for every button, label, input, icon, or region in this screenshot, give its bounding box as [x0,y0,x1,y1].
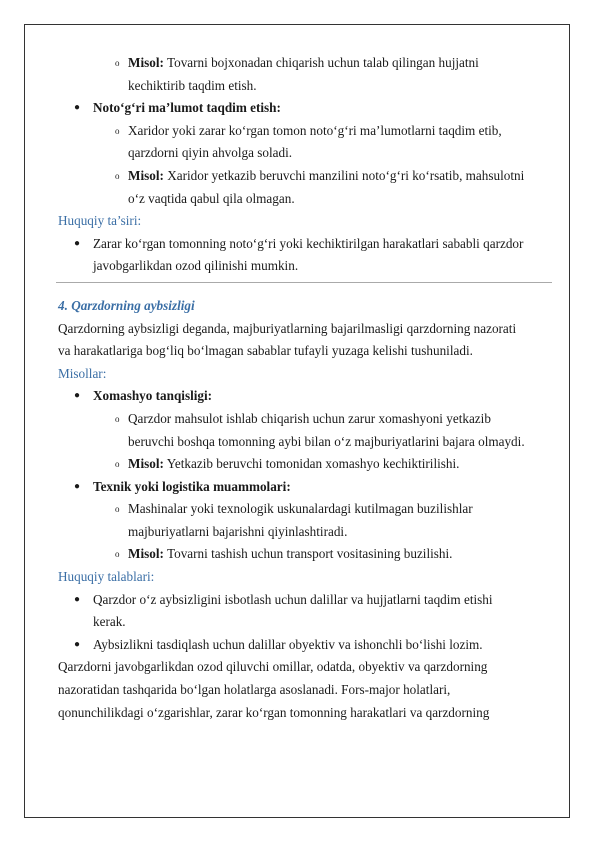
list-item [58,589,554,612]
example-label: Misol: [128,456,164,472]
list-item [58,385,554,408]
requirements-heading: Huquqiy talablari: [58,569,155,585]
disc-bullet-icon: ● [74,480,81,492]
list-item-text: Qarzdor o‘z aybsizligini isbotlash uchun dalillar va hujjatlarni taqdim etishi [93,591,493,607]
paragraph-line: va harakatlariga bog‘liq bo‘lmagan sabablar tufayli yuzaga kelishi tushuniladi. [58,343,473,359]
bullet-heading: Texnik yoki logistika muammolari: [93,478,291,494]
paragraph-line: Qarzdorni javobgarlikdan ozod qiluvchi omillar, odatda, obyektiv va qarzdorning [58,659,488,675]
bullet-heading: Noto‘g‘ri ma’lumot taqdim etish: [93,100,281,116]
list-item-text: Mashinalar yoki texnologik uskunalardagi kutilmagan buzilishlar [128,501,473,517]
circle-bullet-icon: o [115,125,120,136]
list-item [58,453,554,476]
list-item [58,408,554,431]
disc-bullet-icon: ● [74,102,81,114]
list-item [58,52,554,75]
list-item [58,498,554,521]
list-item-text: Zarar ko‘rgan tomonning noto‘g‘ri yoki kechiktirilgan harakatlari sababli qarzdor [93,235,524,251]
example-text: Xaridor yetkazib beruvchi manzilini noto‘g‘ri ko‘rsatib, mahsulotni [163,167,525,183]
paragraph-line: Qarzdorning aybsizligi deganda, majburiyatlarning bajarilmasligi qarzdorning nazorati [58,320,517,336]
horizontal-divider [56,282,552,283]
list-item [58,634,554,657]
example-label: Misol: [128,167,164,183]
list-item-text: Aybsizlikni tasdiqlash uchun dalillar obyektiv va ishonchli bo‘lishi lozim. [93,636,483,652]
list-item [58,543,554,566]
list-item [58,97,554,120]
circle-bullet-icon: o [115,459,120,470]
circle-bullet-icon: o [115,58,120,68]
list-item [58,120,554,143]
bullet-heading: Xomashyo tanqisligi: [93,388,213,404]
disc-bullet-icon: ● [74,638,81,650]
list-item-continuation: javobgarlikdan ozod qilinishi mumkin. [93,258,299,274]
example-text: Yetkazib beruvchi tomonidan xomashyo kechiktirilishi. [163,456,460,472]
list-item-continuation: o‘z vaqtida qabul qila olmagan. [128,190,295,206]
circle-bullet-icon: o [115,504,120,515]
list-item-text: Qarzdor mahsulot ishlab chiqarish uchun zarur xomashyoni yetkazib [128,410,491,426]
document-body [58,52,554,724]
circle-bullet-icon: o [115,549,120,560]
circle-bullet-icon: o [115,170,120,181]
list-item-continuation: kerak. [93,614,126,630]
list-item [58,165,554,188]
list-item-continuation: qarzdorni qiyin ahvolga soladi. [128,145,293,161]
paragraph-line: qonunchilikdagi o‘zgarishlar, zarar ko‘rgan tomonning harakatlari va qarzdorning [58,704,490,720]
legal-effect-heading: Huquqiy ta’siri: [58,213,142,229]
list-item [58,476,554,499]
disc-bullet-icon: ● [74,237,81,249]
example-text: Tovarni bojxonadan chiqarish uchun talab qilingan hujjatni [163,55,479,70]
list-item-continuation: majburiyatlarni bajarishni qiyinlashtiradi. [128,523,348,539]
examples-heading: Misollar: [58,365,107,381]
example-label: Misol: [128,55,164,70]
list-item-continuation: kechiktirib taqdim etish. [128,77,257,93]
list-item-continuation: beruvchi boshqa tomonning aybi bilan o‘z majburiyatlarini bajara olmaydi. [128,433,525,449]
disc-bullet-icon: ● [74,593,81,605]
list-item [58,233,554,256]
paragraph-line: nazoratidan tashqarida bo‘lgan holatlarga asoslanadi. Fors-major holatlari, [58,682,451,698]
disc-bullet-icon: ● [74,390,81,402]
list-item-text: Xaridor yoki zarar ko‘rgan tomon noto‘g‘ri ma’lumotlarni taqdim etib, [128,122,502,138]
example-text: Tovarni tashish uchun transport vositasining buzilishi. [163,546,453,562]
example-label: Misol: [128,546,164,562]
circle-bullet-icon: o [115,413,120,424]
section-title: 4. Qarzdorning aybsizligi [58,297,195,313]
